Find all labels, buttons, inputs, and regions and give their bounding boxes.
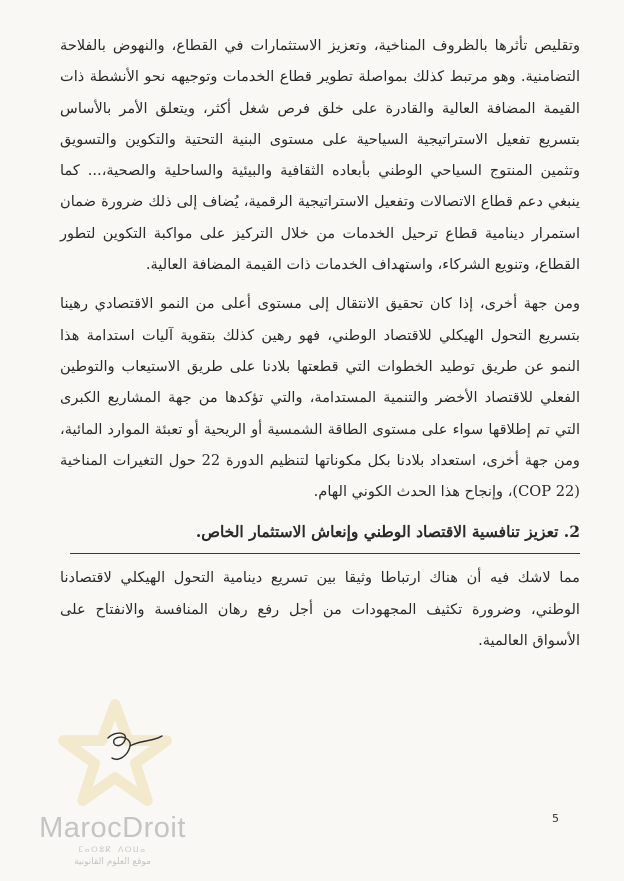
body-paragraph-3: مما لاشك فيه أن هناك ارتباطا وثيقا بين تسريع دينامية التحول الهيكلي لاقتصادنا الوطني، وضرورة تكثيف المجهودات من أجل رفع رهان المنافسة والانفتاح على الأسواق العالمية.: [60, 569, 580, 650]
signature-mark: [100, 724, 170, 764]
document-page: [60, 30, 580, 656]
watermark-name: MarocDroit: [39, 812, 186, 844]
body-paragraph-1: وتقليص تأثرها بالظروف المناخية، وتعزيز الاستثمارات في القطاع، والنهوض بالفلاحة التضامنية. وهو مرتبط كذلك بمواصلة تطوير قطاع الخدمات وتوجيهه نحو الأنشطة ذات القيمة المضافة العالية والقادرة على خلق فرص شغل أكثر، ويتعلق الأمر بالأساس بتسريع تفعيل الاستراتيجية السياحية على مستوى البنية التحتية والتكوين والتسويق وتثمين المنتوج السياحي الوطني بأبعاده الثقافية والبيئية والساحلية والصحية،... كما ينبغي دعم قطاع الاتصالات وتفعيل الاستراتيجية الرقمية، يُضاف إلى ذلك ضرورة ضمان استمرار دينامية قطاع ترحيل الخدمات من خلال التركيز على مواكبة التكوين لتطور القطاع، وتنويع الشركاء، واستهداف الخدمات ذات القيمة المضافة العالية.: [60, 37, 580, 274]
watermark-arabic-sub: موقع العلوم القانونية: [74, 857, 151, 867]
body-paragraph-2: ومن جهة أخرى، إذا كان تحقيق الانتقال إلى مستوى أعلى من النمو الاقتصادي رهينا بتسريع التحول الهيكلي للاقتصاد الوطني، فهو رهين كذلك بتقوية آليات استدامة هذا النمو عن طريق توطيد الخطوات التي قطعتها بلادنا على طريق الاستيعاب والتوطين الفعلي للاقتصاد الأخضر والتنمية المستدامة، والتي تؤكدها من جهة المشاريع الكبرى التي تم إطلاقها سواء على مستوى الطاقة الشمسية أو الريحية أو تعبئة الموارد المائية، ومن جهة أخرى، استعداد بلادنا بكل مكوناتها لتنظيم الدورة 22 حول التغيرات المناخية (COP 22)، وإنجاح هذا الحدث الكوني الهام.: [60, 295, 580, 501]
page-number: 5: [552, 812, 559, 825]
watermark-latin-sub: ⵎⴰⵔⵓⴽ ⴷⵔⵡⴰ: [78, 845, 147, 854]
site-watermark: [20, 812, 205, 869]
section-heading: 2. تعزيز تنافسية الاقتصاد الوطني وإنعاش الاستثمار الخاص.: [70, 517, 580, 554]
